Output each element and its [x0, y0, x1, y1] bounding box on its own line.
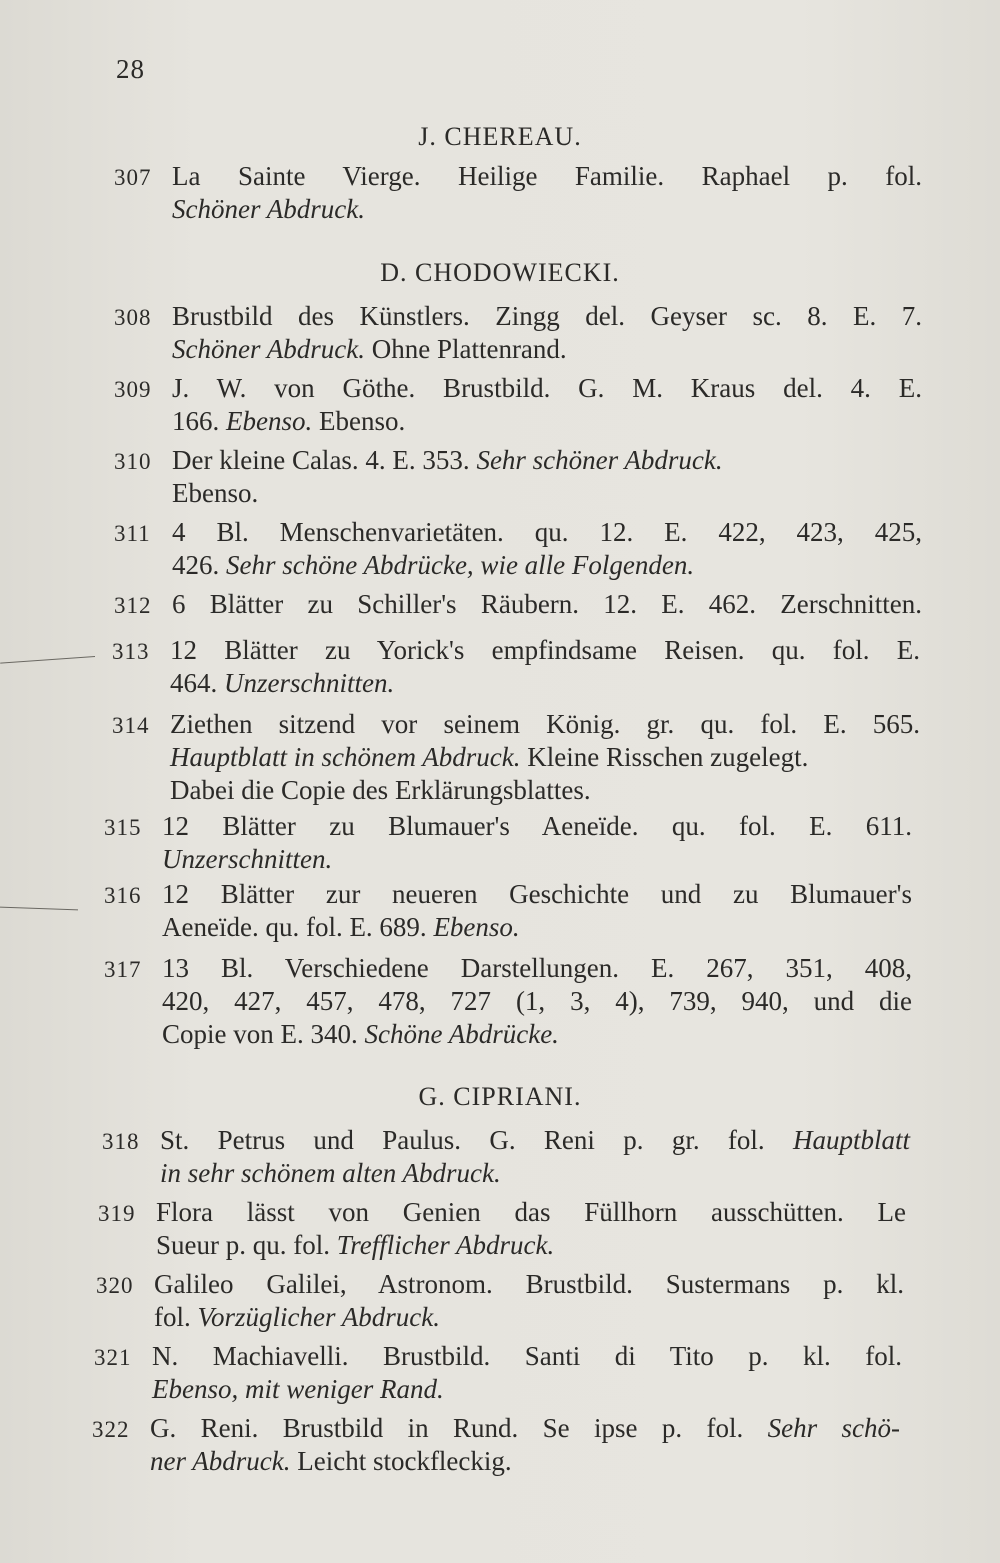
section-heading-cipriani: G. CIPRIANI.: [418, 1082, 582, 1111]
entry-condition: Sehr schöne Abdrücke, wie alle Folgenden.: [226, 550, 695, 580]
page-number: 28: [116, 54, 145, 84]
catalog-entry-319: [98, 1196, 906, 1262]
entry-line-1: St. Petrus und Paulus. G. Reni p. gr. fol.: [160, 1125, 793, 1155]
catalog-entry-320: [96, 1268, 904, 1334]
entry-line-1: 12 Blätter zu Yorick's empfindsame Reisen. qu. fol. E.: [170, 635, 920, 665]
entry-line-1: J. W. von Göthe. Brustbild. G. M. Kraus del. 4. E.: [172, 373, 922, 403]
entry-line-1: Flora lässt von Genien das Füllhorn ausschütten. Le: [156, 1197, 906, 1227]
entry-number: 313: [112, 639, 150, 664]
entry-catalog-ref: 166.: [172, 406, 226, 436]
catalog-entry-321: [94, 1340, 902, 1406]
entry-line-2: Sueur p. qu. fol.: [156, 1230, 337, 1260]
entry-number: 317: [104, 957, 142, 982]
catalog-entry-316: [104, 878, 912, 944]
entry-condition: Ebenso, mit weniger Rand.: [152, 1374, 444, 1404]
entry-line-3: Dabei die Copie des Erklärungsblattes.: [170, 775, 591, 805]
catalog-entry-311: [114, 516, 922, 582]
entry-condition: Hauptblatt in schönem Abdruck.: [170, 742, 521, 772]
entry-note: Ebenso.: [312, 406, 406, 436]
entry-condition: Sehr schö-: [767, 1413, 900, 1443]
entry-number: 309: [114, 377, 152, 402]
catalog-entry-318: [102, 1124, 910, 1190]
entry-number: 322: [92, 1417, 130, 1442]
entry-condition: Unzerschnitten.: [224, 668, 395, 698]
entry-condition: Schöner Abdruck.: [172, 194, 365, 224]
entry-condition: Ebenso.: [226, 406, 313, 436]
catalog-entry-317: [104, 952, 912, 1051]
entry-number: 311: [114, 521, 151, 546]
entry-line-1: 12 Blätter zur neueren Geschichte und zu Blumauer's: [162, 879, 912, 909]
catalog-entry-312: [114, 588, 922, 621]
entry-note: Kleine Risschen zugelegt.: [520, 742, 809, 772]
entry-number: 321: [94, 1345, 132, 1370]
entry-number: 308: [114, 305, 152, 330]
catalog-entry-308: [114, 300, 922, 366]
entry-line-1: Der kleine Calas. 4. E. 353.: [172, 445, 477, 475]
pencil-mark-316: [0, 907, 78, 911]
entry-number: 319: [98, 1201, 136, 1226]
entry-line-1: N. Machiavelli. Brustbild. Santi di Tito p. kl. fol.: [152, 1341, 902, 1371]
entry-condition: Ebenso.: [433, 912, 520, 942]
entry-line-1: 6 Blätter zu Schiller's Räubern. 12. E. 462. Zerschnitten.: [172, 589, 922, 619]
entry-line-1: 13 Bl. Verschiedene Darstellungen. E. 267, 351, 408,: [162, 953, 912, 983]
section-heading-chodowiecki: D. CHODOWIECKI.: [380, 258, 620, 287]
entry-number: 314: [112, 713, 150, 738]
entry-number: 315: [104, 815, 142, 840]
entry-line-1: 4 Bl. Menschenvarietäten. qu. 12. E. 422, 423, 425,: [172, 517, 922, 547]
entry-line-2: fol.: [154, 1302, 198, 1332]
catalog-entry-309: [114, 372, 922, 438]
entry-condition: Schöne Abdrücke.: [364, 1019, 559, 1049]
entry-condition-cont: in sehr schönem alten Abdruck.: [160, 1158, 501, 1188]
pencil-mark-313: [0, 656, 95, 664]
section-heading-chereau: J. CHEREAU.: [418, 122, 582, 151]
entry-condition: Hauptblatt: [792, 1125, 910, 1155]
entry-number: 307: [114, 165, 152, 190]
entry-catalog-ref: 426.: [172, 550, 226, 580]
entry-condition-cont: ner Abdruck.: [150, 1446, 291, 1476]
entry-note: Leicht stockfleckig.: [290, 1446, 512, 1476]
entry-condition: Schöner Abdruck.: [172, 334, 365, 364]
entry-number: 312: [114, 593, 152, 618]
entry-condition: Trefflicher Abdruck.: [336, 1230, 555, 1260]
entry-line-1: 12 Blätter zu Blumauer's Aeneïde. qu. fol. E. 611.: [162, 811, 912, 841]
entry-condition: Vorzüglicher Abdruck.: [197, 1302, 440, 1332]
catalog-entry-322: [92, 1412, 900, 1478]
entry-condition: Unzerschnitten.: [162, 844, 333, 874]
entry-condition: Sehr schöner Abdruck.: [476, 445, 723, 475]
entry-line-2: 420, 427, 457, 478, 727 (1, 3, 4), 739, 940, und die: [162, 986, 912, 1016]
catalog-entry-310: [114, 444, 922, 510]
entry-catalog-ref: 464.: [170, 668, 224, 698]
entry-line-3: Copie von E. 340.: [162, 1019, 365, 1049]
catalog-entry-313: [112, 634, 920, 700]
entry-number: 316: [104, 883, 142, 908]
entry-line-2: Aeneïde. qu. fol. E. 689.: [162, 912, 434, 942]
catalog-entry-315: [104, 810, 912, 876]
entry-note: Ohne Plattenrand.: [364, 334, 567, 364]
entry-line-1: La Sainte Vierge. Heilige Familie. Raphael p. fol.: [172, 161, 922, 191]
entry-number: 310: [114, 449, 152, 474]
entry-line-2: Ebenso.: [172, 478, 259, 508]
entry-number: 320: [96, 1273, 134, 1298]
entry-number: 318: [102, 1129, 140, 1154]
entry-line-1: Brustbild des Künstlers. Zingg del. Geyser sc. 8. E. 7.: [172, 301, 922, 331]
entry-line-1: Galileo Galilei, Astronom. Brustbild. Sustermans p. kl.: [154, 1269, 904, 1299]
catalog-entry-314: [112, 708, 920, 807]
entry-line-1: Ziethen sitzend vor seinem König. gr. qu. fol. E. 565.: [170, 709, 920, 739]
entry-line-1: G. Reni. Brustbild in Rund. Se ipse p. fol.: [150, 1413, 768, 1443]
catalog-entry-307: [114, 160, 922, 226]
